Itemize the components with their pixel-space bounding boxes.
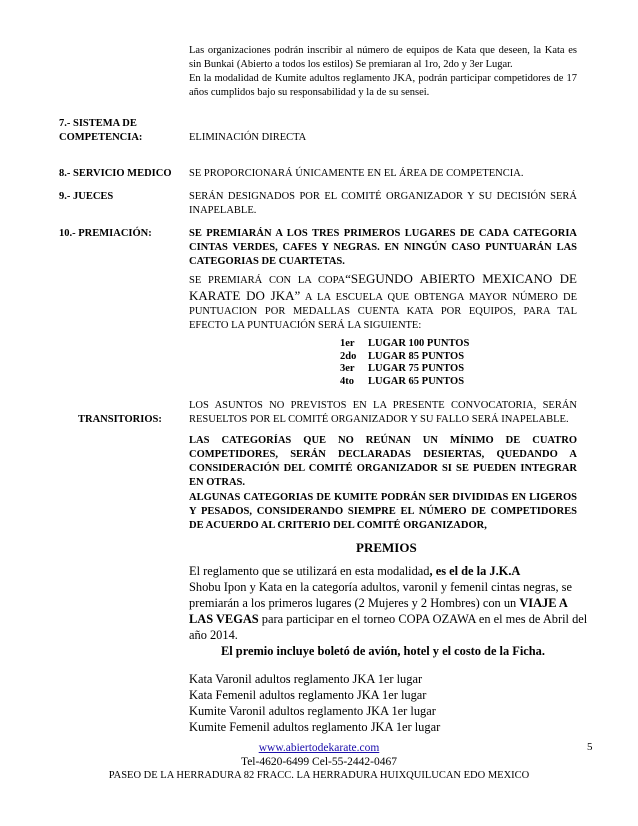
points-value: LUGAR 65 PUNTOS	[368, 375, 465, 387]
premios-incluye: El premio incluye boletó de avión, hotel y el costo de la Ficha.	[221, 644, 545, 658]
premios-p2: Shobu Ipon y Kata en la categoría adultos, varonil y femenil cintas negras, se premiarán a los primeros lugares (2 Mujeres y 2 Hombres) con un	[189, 580, 572, 610]
page-number: 5	[587, 741, 593, 753]
premios-block	[189, 563, 589, 735]
section-7-label-line1: 7.- SISTEMA DE	[59, 118, 137, 129]
premios-list-item: Kumite Varonil adultos reglamento JKA 1er lugar	[189, 704, 436, 718]
points-row	[340, 376, 469, 389]
footer	[0, 741, 638, 783]
transitorios-paragraph-2: LAS CATEGORÍAS QUE NO REÚNAN UN MÍNIMO DE CUATRO COMPETIDORES, SERÁN DECLARADAS DESIERTAS, QUEDANDO A CONSIDERACIÓN DEL COMITÉ ORGANIZADOR SI SE PUEDEN INTEGRAR EN OTRAS.	[189, 435, 577, 488]
transitorios-paragraph-1: LOS ASUNTOS NO PREVISTOS EN LA PRESENTE CONVOCATORIA, SERÁN RESUELTOS POR EL COMITÉ ORGANIZADOR Y SU FALLO SERÁ INAPELABLE.	[189, 400, 577, 425]
footer-address: PASEO DE LA HERRADURA 82 FRACC. LA HERRADURA HUIXQUILUCAN EDO MEXICO	[108, 770, 530, 781]
footer-phone: Tel-4620-6499 Cel-55-2442-0467	[240, 756, 397, 768]
points-value: LUGAR 75 PUNTOS	[368, 363, 465, 374]
section-9-text: SERÁN DESIGNADOS POR EL COMITÉ ORGANIZADOR Y SU DECISIÓN SERÁ INAPELABLE.	[189, 191, 577, 216]
premios-list-item: Kumite Femenil adultos reglamento JKA 1er lugar	[189, 720, 441, 734]
premios-list-item: Kata Femenil adultos reglamento JKA 1er lugar	[189, 688, 427, 702]
points-value: LUGAR 100 PUNTOS	[368, 338, 470, 349]
points-place: 2do	[340, 350, 357, 362]
section-10-bold-text: SE PREMIARÁN A LOS TRES PRIMEROS LUGARES DE CADA CATEGORIA CINTAS VERDES, CAFES Y NEGRAS. EN NINGÚN CASO PUNTUARÁN LAS CATEGORIAS DE CUARTETAS.	[189, 228, 577, 267]
points-value: LUGAR 85 PUNTOS	[368, 350, 465, 362]
premios-p1-c: J.K.A	[489, 564, 521, 578]
intro-paragraph-1: Las organizaciones podrán inscribir al número de equipos de Kata que deseen, la Kata es sin Bunkai (Abierto a todos los estilos) Se premiaran al 1ro, 2do y 3er Lugar.	[189, 45, 577, 70]
points-place: 3er	[340, 363, 355, 374]
premios-paragraph-1	[189, 563, 589, 579]
section-7-label	[59, 117, 142, 145]
transitorios-paragraph-3: ALGUNAS CATEGORIAS DE KUMITE PODRÁN SER DIVIDIDAS EN LIGEROS Y PESADOS, CONSIDERANDO SIEMPRE EL NÚMERO DE COMPETIDORES DE ACUERDO AL CRITERIO DEL COMITÉ ORGANIZADOR,	[189, 492, 577, 531]
transitorios-label: TRANSITORIOS:	[78, 414, 162, 425]
premios-heading: PREMIOS	[356, 540, 417, 555]
points-place: 4to	[340, 375, 354, 387]
premios-list-item: Kata Varonil adultos reglamento JKA 1er lugar	[189, 672, 423, 686]
points-table	[340, 338, 469, 388]
section-7-text: ELIMINACIÓN DIRECTA	[189, 132, 307, 143]
section-7-label-line2: COMPETENCIA:	[59, 132, 143, 143]
section-10-copa-paragraph	[189, 271, 577, 333]
premios-paragraph-2	[189, 579, 589, 643]
premios-p1-a: El reglamento que se utilizará en esta modalidad	[189, 564, 430, 578]
section-8-text: SE PROPORCIONARÁ ÚNICAMENTE EN EL ÁREA DE COMPETENCIA.	[189, 168, 524, 179]
points-row	[340, 363, 469, 376]
points-row	[340, 338, 469, 351]
premios-p1-b: , es el de la	[429, 564, 490, 578]
points-place: 1er	[340, 338, 355, 349]
intro-block	[189, 44, 577, 100]
points-row	[340, 351, 469, 364]
premios-viaje: VIAJE A LAS VEGAS	[189, 596, 568, 626]
copa-name: “SEGUNDO ABIERTO MEXICANO DE KARATE DO JKA”	[189, 271, 577, 303]
footer-web-link[interactable]: www.abiertodekarate.com	[258, 742, 380, 754]
premios-p2-post: para participar en el torneo COPA OZAWA en el mes de Abril del año 2014.	[189, 612, 588, 642]
copa-pre-text: SE PREMIARÁ CON LA COPA	[189, 275, 346, 286]
section-9-label: 9.- JUECES	[59, 191, 114, 202]
section-10-label: 10.- PREMIACIÓN:	[59, 228, 152, 239]
copa-post-text: A LA ESCUELA QUE OBTENGA MAYOR NÚMERO DE PUNTUACION POR MEDALLAS CUENTA KATA POR EQUIPOS, PARA TAL EFECTO LA PUNTUACIÓN SERÁ LA SIGUIENTE:	[189, 292, 577, 331]
intro-paragraph-2: En la modalidad de Kumite adultos reglamento JKA, podrán participar competidores de 17 años cumplidos bajo su responsabilidad y la de su sensei.	[189, 73, 577, 98]
section-8-label: 8.- SERVICIO MEDICO	[59, 168, 172, 179]
